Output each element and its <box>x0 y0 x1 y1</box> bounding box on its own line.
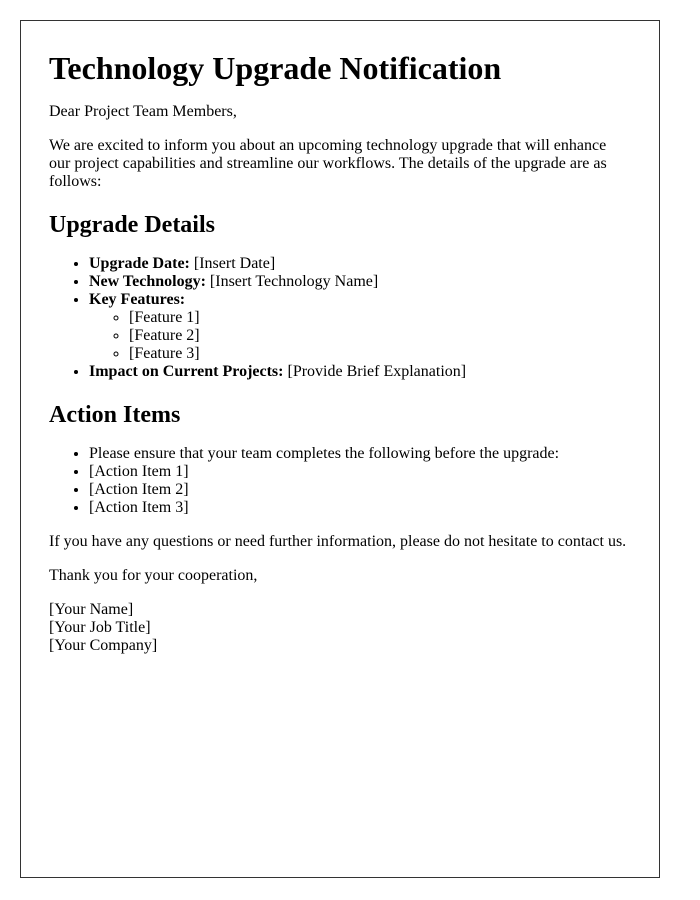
feature-item: ◦ [Feature 1] <box>129 309 631 327</box>
letter-container <box>20 20 660 878</box>
intro-paragraph: We are excited to inform you about an upcoming technology upgrade that will enhance our project capabilities and streamline our workflows. The details of the upgrade are as follows: <box>49 137 607 190</box>
signature-job-title: [Your Job Title] <box>49 619 151 636</box>
list-item-upgrade-date <box>89 255 631 273</box>
signature-block <box>49 601 631 655</box>
upgrade-date-value: [Insert Date] <box>189 255 276 272</box>
closing-note: If you have any questions or need further information, please do not hesitate to contact us. <box>49 533 627 550</box>
list-item-impact <box>89 363 631 381</box>
action-items-heading: Action Items <box>49 402 181 428</box>
feature-item: ◦ [Feature 3] <box>129 345 631 363</box>
action-item: • [Action Item 1] <box>89 463 631 481</box>
new-technology-label: New Technology: <box>89 273 206 290</box>
list-item-new-technology <box>89 273 631 291</box>
list-item-key-features <box>89 291 631 363</box>
key-features-label: Key Features: <box>89 291 186 308</box>
greeting: Dear Project Team Members, <box>49 103 237 120</box>
action-item: • [Action Item 2] <box>89 481 631 499</box>
new-technology-value: [Insert Technology Name] <box>205 273 379 290</box>
key-features-list <box>89 309 631 363</box>
action-items-list <box>49 445 631 517</box>
feature-item: ◦ [Feature 2] <box>129 327 631 345</box>
impact-label: Impact on Current Projects: <box>89 363 284 380</box>
upgrade-details-heading: Upgrade Details <box>49 212 215 238</box>
thanks-line: Thank you for your cooperation, <box>49 567 258 584</box>
page-title: Technology Upgrade Notification <box>49 50 502 86</box>
action-item: • Please ensure that your team completes the following before the upgrade: <box>89 445 631 463</box>
action-item: • [Action Item 3] <box>89 499 631 517</box>
impact-value: [Provide Brief Explanation] <box>283 363 467 380</box>
signature-name: [Your Name] <box>49 601 134 618</box>
upgrade-date-label: Upgrade Date: <box>89 255 190 272</box>
signature-company: [Your Company] <box>49 637 158 654</box>
upgrade-details-list <box>49 255 631 381</box>
